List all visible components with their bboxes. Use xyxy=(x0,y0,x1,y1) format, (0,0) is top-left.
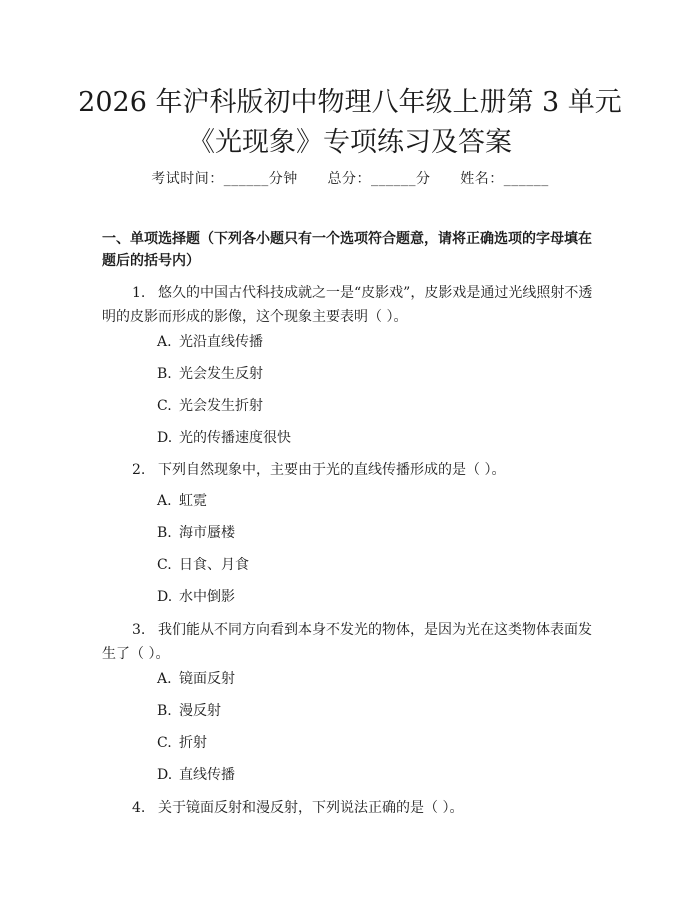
document-title-line2: 《光现象》专项练习及答案 xyxy=(188,127,512,158)
option-text: 海市蜃楼 xyxy=(179,525,235,541)
option-letter: D. xyxy=(157,767,173,783)
question-text: 我们能从不同方向看到本身不发光的物体，是因为光在这类物体表面发生了（ ）。 xyxy=(102,622,592,662)
question-number: 2. xyxy=(132,462,146,478)
option-letter: B. xyxy=(157,366,172,382)
option-text: 日食、月食 xyxy=(179,557,249,573)
option-text: 光沿直线传播 xyxy=(179,334,263,350)
option-letter: A. xyxy=(157,493,172,509)
option-3c xyxy=(157,733,207,753)
option-2c xyxy=(157,555,249,575)
option-letter: C. xyxy=(157,735,172,751)
question-text: 关于镜面反射和漫反射，下列说法正确的是（ ）。 xyxy=(158,800,464,816)
option-3d xyxy=(157,765,235,785)
option-text: 光会发生折射 xyxy=(179,398,263,414)
section-heading: 一、单项选择题（下列各小题只有一个选项符合题意，请将正确选项的字母填在题后的括号内） xyxy=(102,231,592,269)
document-title-line1: 2026 年沪科版初中物理八年级上册第 3 单元 xyxy=(78,87,622,118)
option-text: 折射 xyxy=(179,735,207,751)
question-text: 下列自然现象中，主要由于光的直线传播形成的是（ ）。 xyxy=(158,462,506,478)
option-text: 光会发生反射 xyxy=(179,366,263,382)
option-letter: A. xyxy=(157,334,172,350)
option-letter: A. xyxy=(157,671,172,687)
option-2a xyxy=(157,491,207,511)
option-1b xyxy=(157,364,263,384)
question-number: 3. xyxy=(132,622,146,638)
question-number: 1. xyxy=(132,285,146,301)
option-letter: C. xyxy=(157,557,172,573)
question-4 xyxy=(102,796,602,820)
option-letter: D. xyxy=(157,589,173,605)
option-text: 光的传播速度很快 xyxy=(179,430,291,446)
option-text: 水中倒影 xyxy=(179,589,235,605)
question-2 xyxy=(102,458,602,482)
option-1d xyxy=(157,428,291,448)
option-text: 直线传播 xyxy=(179,767,235,783)
option-text: 漫反射 xyxy=(179,703,221,719)
option-2d xyxy=(157,587,235,607)
option-3a xyxy=(157,669,235,689)
option-letter: B. xyxy=(157,703,172,719)
option-1a xyxy=(157,332,263,352)
question-text: 悠久的中国古代科技成就之一是“皮影戏”，皮影戏是通过光线照射不透明的皮影而形成的影像，这个现象主要表明（ ）。 xyxy=(102,285,593,325)
question-1 xyxy=(102,281,602,329)
question-number: 4. xyxy=(132,800,146,816)
option-letter: B. xyxy=(157,525,172,541)
option-letter: C. xyxy=(157,398,172,414)
option-1c xyxy=(157,396,263,416)
question-3 xyxy=(102,618,602,666)
option-3b xyxy=(157,701,221,721)
option-letter: D. xyxy=(157,430,173,446)
option-2b xyxy=(157,523,235,543)
exam-info: 考试时间：______分钟 总分：______分 姓名：______ xyxy=(151,171,549,187)
option-text: 虹霓 xyxy=(179,493,207,509)
option-text: 镜面反射 xyxy=(179,671,235,687)
